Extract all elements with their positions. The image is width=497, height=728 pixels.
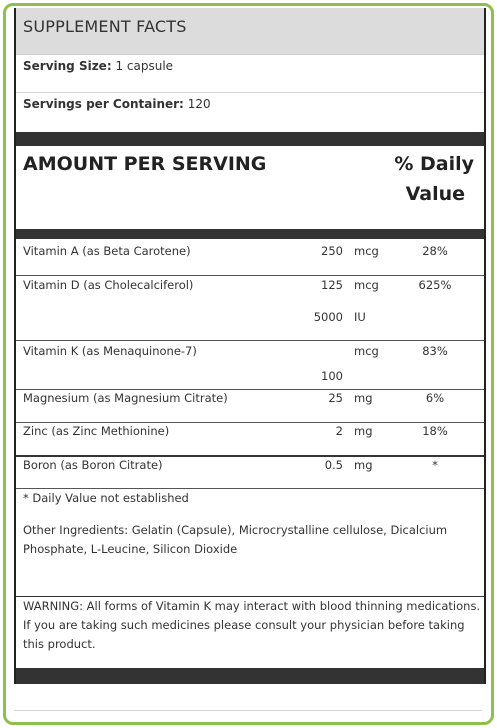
nutrient-daily-value: 625% <box>418 278 452 292</box>
nutrient-name: Vitamin A (as Beta Carotene) <box>23 244 191 258</box>
row-divider <box>16 275 484 276</box>
servings-per-container <box>23 97 211 111</box>
thick-divider <box>16 132 484 146</box>
daily-value-heading-line1: % Daily <box>394 153 474 175</box>
nutrient-qty: 0.5 <box>324 458 343 472</box>
title-bar <box>16 8 484 55</box>
nutrient-qty: 100 <box>321 369 343 383</box>
nutrient-qty: 2 <box>335 424 343 438</box>
nutrient-unit: mg <box>354 391 373 405</box>
footnote: * Daily Value not established <box>23 491 189 505</box>
amount-per-serving-heading: AMOUNT PER SERVING <box>23 153 267 175</box>
divider <box>16 92 484 93</box>
nutrient-qty: 250 <box>321 244 343 258</box>
page-title: SUPPLEMENT FACTS <box>23 17 187 36</box>
nutrient-name: Magnesium (as Magnesium Citrate) <box>23 391 228 405</box>
serving-size-value: 1 capsule <box>115 59 174 73</box>
bottom-bar <box>16 668 484 684</box>
nutrient-unit: mcg <box>354 244 379 258</box>
nutrient-unit: mg <box>354 458 373 472</box>
nutrient-qty: 125 <box>321 278 343 292</box>
nutrient-name: Boron (as Boron Citrate) <box>23 458 163 472</box>
row-divider <box>16 422 484 423</box>
row-divider <box>16 340 484 341</box>
nutrient-name: Zinc (as Zinc Methionine) <box>23 424 170 438</box>
nutrient-daily-value: 18% <box>422 424 448 438</box>
nutrient-unit-alt: IU <box>354 310 366 324</box>
nutrient-unit: mcg <box>354 278 379 292</box>
warning-text: WARNING: All forms of Vitamin K may interact with blood thinning medications. If you are taking such medicines please consult your physician before taking this product. <box>23 599 481 651</box>
nutrient-qty-alt: 5000 <box>313 310 343 324</box>
nutrient-unit: mcg <box>354 344 379 358</box>
servings-per-container-label: Servings per Container: <box>23 97 184 111</box>
other-ingredients: Other Ingredients: Gelatin (Capsule), Microcrystalline cellulose, Dicalcium Phosphate, L-Leucine, Silicon Dioxide <box>23 523 448 556</box>
supplement-facts-panel <box>14 8 486 684</box>
serving-size <box>23 59 173 73</box>
nutrient-daily-value: 83% <box>422 344 448 358</box>
nutrient-name: Vitamin K (as Menaquinone-7) <box>23 344 197 358</box>
serving-size-label: Serving Size: <box>23 59 112 73</box>
row-divider <box>16 455 484 457</box>
nutrient-daily-value: 6% <box>425 391 445 405</box>
row-divider <box>16 389 484 390</box>
daily-value-heading-line2: Value <box>405 183 465 205</box>
thick-divider <box>16 229 484 239</box>
nutrient-daily-value: 28% <box>422 244 448 258</box>
servings-per-container-value: 120 <box>187 97 211 111</box>
nutrient-unit: mg <box>354 424 373 438</box>
nutrient-daily-value: * <box>432 458 438 472</box>
bottom-divider <box>14 710 482 711</box>
nutrient-name: Vitamin D (as Cholecalciferol) <box>23 278 194 292</box>
nutrient-qty: 25 <box>328 391 343 405</box>
